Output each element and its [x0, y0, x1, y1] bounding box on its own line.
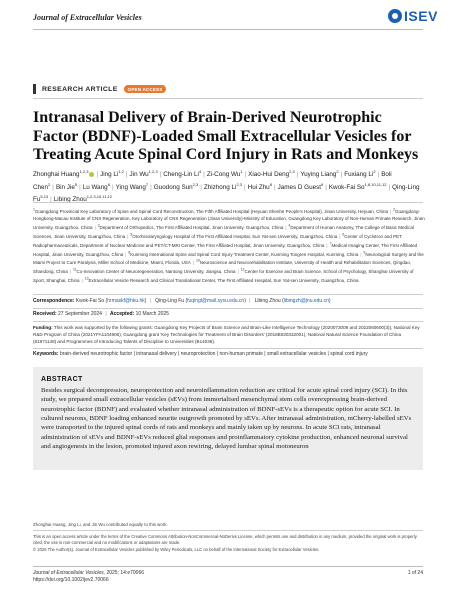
footnote-divider: [33, 530, 423, 531]
received-date: 27 September 2024: [58, 311, 102, 317]
author-name[interactable]: Xiao-Hui Deng$^{2,3}$: [248, 169, 295, 179]
copyright-text: © 2025 The Author(s). Journal of Extracellular Vesicles published by Wiley Periodicals, LLC on behalf of the International Society for Extracellular Vesicles.: [33, 546, 320, 552]
keyword: non-human primate: [219, 351, 263, 357]
author-name[interactable]: Hui Zhu$^8$: [247, 181, 272, 191]
header-divider: [33, 29, 423, 30]
affiliation-text: Extracellular Vesicle Research and Clinical Translational Center, The First Affiliated Hospital, Sun Yat-sen University, Guangzhou, China: [88, 278, 359, 284]
article-type-marker: [33, 84, 36, 94]
author-separator: |: [203, 171, 205, 179]
funding-label: Funding:: [33, 325, 53, 330]
author-separator: |: [325, 183, 327, 191]
affiliation-number: 7: [329, 241, 332, 246]
affiliation-number: 2: [393, 207, 396, 211]
author-affiliation-marker: 2: [373, 169, 376, 174]
correspondence-name: Libing Zhou (: [253, 298, 284, 304]
keyword-separator: |: [326, 351, 331, 357]
affiliation-text: Guangdong-Hongkong-Macau Institute of CNS Regeneration, Key Laboratory of CNS Regeneration (Jinan University)-Ministry of Education, Guangdong Key Laboratory of Non-Human Primate Research, Jinan University, Guangzhou, China: [33, 208, 425, 230]
license-statement: [33, 534, 425, 553]
equal-contribution-note: Zhonghai Huang, Jing Li, and Jin Wu contributed equally to this work.: [33, 522, 168, 527]
affiliation-text: Center of Cyclotron and PET Radiopharmaceuticals, Department of Nuclear Medicine and PET/CT-MRI Center, The First Affiliated Hospital, Jinan University, Guangzhou, China: [33, 233, 402, 248]
affiliation-item: [33, 209, 388, 214]
author-separator: |: [273, 183, 276, 191]
author-name[interactable]: Kwok-Fai So$^{1,8,10,11,12}$: [328, 181, 387, 191]
affiliation-separator: |: [326, 242, 328, 248]
author-affiliation-marker: 8: [269, 181, 272, 187]
affiliation-number: 4: [288, 223, 291, 228]
affiliation-separator: |: [389, 208, 392, 214]
abstract-heading: ABSTRACT: [41, 376, 83, 383]
affiliation-text: Otorhinolaryngology Hospital of The First Affiliated Hospital, Sun Yat-sen University, Guangzhou, China: [132, 233, 338, 239]
correspondence-divider: [33, 308, 423, 309]
author-separator: |: [111, 183, 114, 191]
affiliation-text: Neuroscience and Neurorehabilitation Institute, University of Health and Rehabilitation Sciences, Qingdao, Shandong, China: [33, 260, 412, 275]
affiliation-text: Center for Exercise and Brain Science, School of Psychology, Shanghai University of Sport, Shanghai, China: [33, 269, 414, 284]
author-affiliation-marker: 9: [320, 181, 324, 187]
orcid-icon[interactable]: [89, 172, 94, 177]
received-label: Received:: [33, 311, 57, 317]
author-affiliation-marker: 2,3: [192, 181, 199, 187]
authors-divider: [33, 202, 423, 203]
keyword: intranasal delivery: [136, 351, 177, 357]
page-number: 1 of 24: [407, 570, 423, 576]
author-affiliation-marker: 2,3: [289, 169, 295, 174]
keyword: neuroprotection: [180, 351, 216, 357]
affiliations-divider: [33, 294, 423, 295]
isev-logo-text: ISEV: [404, 8, 438, 24]
author-separator: |: [377, 171, 380, 179]
author-affiliation-marker: 1,2,3: [79, 169, 89, 174]
keyword: brain-derived neurotrophic factor: [59, 351, 133, 357]
keywords: [33, 351, 425, 358]
affiliation-item: [128, 252, 358, 257]
correspondence-email-link[interactable]: fuqingl@mail.sysu.edu.cn: [187, 298, 245, 304]
author-affiliation-marker: 1,8,10,11,12: [364, 181, 387, 187]
affiliation-number: 1: [33, 207, 35, 211]
author-affiliation-marker: 1,2: [118, 169, 124, 174]
keyword-separator: |: [215, 351, 220, 357]
author-separator: |: [96, 171, 99, 179]
author-separator: |: [244, 183, 246, 191]
affiliation-number: 6: [342, 232, 345, 237]
affiliation-number: 10: [195, 258, 200, 263]
accepted-label: Accepted:: [110, 311, 135, 317]
author-separator: |: [159, 171, 162, 179]
correspondence: [33, 298, 425, 305]
author-name[interactable]: Bin Jie$^5$: [55, 181, 78, 191]
doi-link[interactable]: https://doi.org/10.1002/jev2.70066: [33, 577, 109, 583]
author-separator: |: [150, 183, 152, 191]
author-affiliation-marker: 2: [336, 169, 339, 174]
author-separator: |: [296, 171, 299, 179]
affiliation-separator: |: [125, 251, 127, 257]
author-separator: |: [50, 196, 52, 204]
isev-logo[interactable]: [388, 8, 438, 24]
author-separator: |: [79, 183, 81, 191]
correspondence-label: Correspondence:: [33, 298, 75, 304]
author-affiliation-marker: 1,2,3,10,11,12: [86, 194, 112, 200]
affiliation-text: Department of Human Anatomy, The College of Basic Medical Sciences, Jinan University, Guangzhou, China: [33, 224, 414, 239]
correspondence-name: Qing-Ling Fu (: [153, 298, 188, 304]
author-name[interactable]: Zi-Cong Wu$^1$: [206, 169, 243, 179]
author-name[interactable]: Yuying Liang$^2$: [300, 169, 339, 179]
author-separator: |: [340, 171, 343, 179]
open-access-badge: OPEN ACCESS: [124, 85, 167, 93]
affiliation-separator: |: [81, 278, 83, 284]
article-title: Intranasal Delivery of Brain-Derived Neurotrophic Factor (BDNF)-Loaded Small Extracellular Vesicles for Treating Acute Spinal Cord Injury in Rats and Monkeys: [33, 109, 419, 163]
article-type-row: [33, 84, 166, 94]
correspondence-email-link[interactable]: hrmaskf@hku.hk: [107, 298, 145, 304]
keyword-separator: |: [132, 351, 137, 357]
affiliation-item: [85, 278, 359, 283]
funding-divider: [33, 348, 423, 349]
author-affiliation-marker: 2,3: [236, 181, 242, 187]
footer-citation: [33, 570, 144, 584]
affiliation-text: Department of Orthopedics, The First Affiliated Hospital, Jinan University, Guangzhou, China: [99, 224, 284, 230]
article-type-divider: [33, 98, 423, 99]
keywords-label: Keywords:: [33, 351, 59, 357]
keyword: spinal cord injury: [330, 351, 368, 357]
dates-divider: [33, 321, 423, 322]
affiliation-text: Medical Imaging Center, The First Affiliated Hospital, Jinan University, Guangzhou, China: [33, 242, 418, 257]
author-name[interactable]: Zhonghai Huang$^{1,2,3}$: [33, 171, 94, 178]
affiliation-number: 13: [84, 276, 89, 281]
author-affiliation-marker: 6: [107, 181, 110, 187]
affiliation-text: Neurological Surgery and the Miami Project to Cure Paralysis, Miller School of Medicine, Miami, Florida, USA: [33, 251, 424, 266]
article-type-label: RESEARCH ARTICLE: [42, 85, 118, 93]
funding-text: This work was supported by the following grants: Guangdong Key Projects of Brain Science and Brain-Like Intelligence Technology (2020073009 and 2022060600(3)), National Key R&D Program of China (2021YFA1104906), Guangdong grant 'Key Technologies for Treatment of Brain Disorders' (2018B030332001), National Natural Science Foundation of China (81971148) and Programmes of Introducing Talents of Discipline to Universities (B14036).: [33, 325, 420, 345]
accepted-date: 10 March 2025: [135, 311, 169, 317]
keyword: small extracellular vesicles: [266, 351, 327, 357]
keyword-separator: |: [262, 351, 267, 357]
affiliation-number: 9: [363, 250, 366, 255]
author-affiliation-marker: 5: [74, 181, 78, 187]
journal-name: Journal of Extracellular Vesicles: [33, 13, 142, 22]
correspondence-separator: |: [248, 298, 251, 304]
affiliation-separator: |: [285, 224, 287, 230]
author-name[interactable]: Cheng-Lin Li$^4$: [163, 169, 202, 179]
author-name[interactable]: Guodong Sun$^{2,3}$: [153, 181, 199, 191]
affiliation-separator: |: [339, 233, 341, 239]
affiliation-number: 11: [72, 267, 77, 272]
funding: [33, 324, 425, 346]
affiliation-separator: |: [192, 260, 194, 266]
affiliation-text: Kunming International Spine and Spinal Cord Injury Treatment Center, Kunming Tongren Hospital, Kunming, China: [130, 251, 359, 257]
affiliation-text: Co-Innovation Center of Neuroregeneration, Nantong University, Jiangsu, China: [76, 269, 236, 275]
affiliations: [33, 206, 425, 285]
author-affiliation-marker: 7: [145, 181, 149, 187]
affiliation-number: 5: [130, 232, 133, 237]
correspondence-name: Kwok-Fai So (: [75, 298, 108, 304]
paren-close: ): [244, 298, 246, 304]
author-name[interactable]: James D Guest$^9$: [277, 181, 324, 191]
footer-issue: 2025; 14:e70066: [106, 570, 145, 576]
abstract-box: [33, 367, 423, 470]
affiliation-separator: |: [69, 269, 71, 275]
author-affiliation-marker: 1: [240, 169, 243, 174]
author-name[interactable]: Boli Chen$^2$: [33, 171, 392, 191]
footer-divider: [33, 566, 423, 567]
abstract-text: Besides surgical decompression, neuroprotection and neuroinflammation reduction are critical for acute spinal cord injury (SCI). In this study, we prepared small extracellular vesicles (sEVs) from immortalised mesenchymal stem cells overexpressing brain-derived neurotrophic factor (BDNF) and evaluated whether intranasal administration of BDNF-sEVs is a therapeutic option for acute SCI. In cultured neurons, BDNF loading enhanced neurite outgrowth promoted by sEVs. After intranasal administration, mCherry-labelled sEVs were transported to the injured spinal cords of rats and monkeys and mainly taken up by neurons. In acute SCI rats, intranasal administration of sEVs and BDNF-sEVs reduced glial responses and proinflammatory cytokine production, enhanced neuronal survival and angiogenesis in the lesion, promoted injured axon rewiring, delayed lumbar spinal motoneuron: [41, 387, 412, 451]
author-affiliation-marker: 2: [48, 181, 51, 187]
author-name[interactable]: Jin Wu$^{1,2,3}$: [129, 169, 158, 179]
affiliation-separator: |: [360, 251, 362, 257]
dates: [33, 311, 425, 318]
author-name[interactable]: Zhizhong Li$^{2,3}$: [203, 181, 242, 191]
author-separator: |: [200, 183, 202, 191]
affiliation-separator: |: [94, 224, 96, 230]
affiliation-number: 12: [240, 267, 245, 272]
author-separator: |: [244, 171, 247, 179]
affiliation-item: [130, 234, 337, 239]
affiliation-item: [97, 223, 287, 230]
keyword-separator: |: [176, 351, 181, 357]
footer-journal: Journal of Extracellular Vesicles,: [33, 570, 106, 576]
author-name[interactable]: Qing-Ling Fu$^{5,13}$: [33, 183, 420, 204]
author-affiliation-marker: 4: [198, 169, 202, 174]
author-affiliation-marker: 1,2,3: [148, 169, 158, 174]
author-separator: |: [125, 171, 128, 179]
affiliation-separator: |: [127, 233, 129, 239]
author-list: [33, 167, 425, 205]
correspondence-email-link[interactable]: libingzh@jnu.edu.cn: [283, 298, 329, 304]
affiliation-number: 8: [128, 250, 131, 255]
isev-logo-icon: [388, 9, 402, 23]
license-text: This is an open access article under the terms of the Creative Commons Attribution-NonCommercial-NoDerivs License, which permits use and distribution in any medium, provided the original work is properly cited, the use is non-commercial and no modifications or adaptations are made.: [33, 534, 417, 546]
author-name[interactable]: Ying Wang$^7$: [115, 181, 149, 191]
correspondence-separator: |: [149, 298, 151, 304]
affiliation-item: [73, 269, 236, 274]
author-affiliation-marker: 5,13: [40, 194, 49, 200]
author-name[interactable]: Fuxiang Li$^2$: [344, 169, 376, 179]
author-separator: |: [388, 183, 391, 191]
author-name[interactable]: Libing Zhou$^{1,2,3,10,11,12}$: [53, 194, 112, 204]
author-name[interactable]: Jing Li$^{1,2}$: [100, 169, 124, 179]
dates-separator: |: [105, 311, 107, 317]
affiliation-text: Guangdong Provincial Key Laboratory of Spine and Spinal Cord Reconstruction, The Fifth Affiliated Hospital (Heyuan Shenhe People's Hospital), Jinan University, Heyuan, China: [34, 208, 388, 214]
affiliation-number: 3: [97, 223, 100, 228]
paren-close: ): [144, 298, 147, 304]
paren-close: ): [328, 298, 331, 304]
author-separator: |: [52, 183, 54, 191]
affiliation-separator: |: [237, 269, 239, 275]
author-name[interactable]: Lu Wang$^6$: [82, 181, 110, 191]
